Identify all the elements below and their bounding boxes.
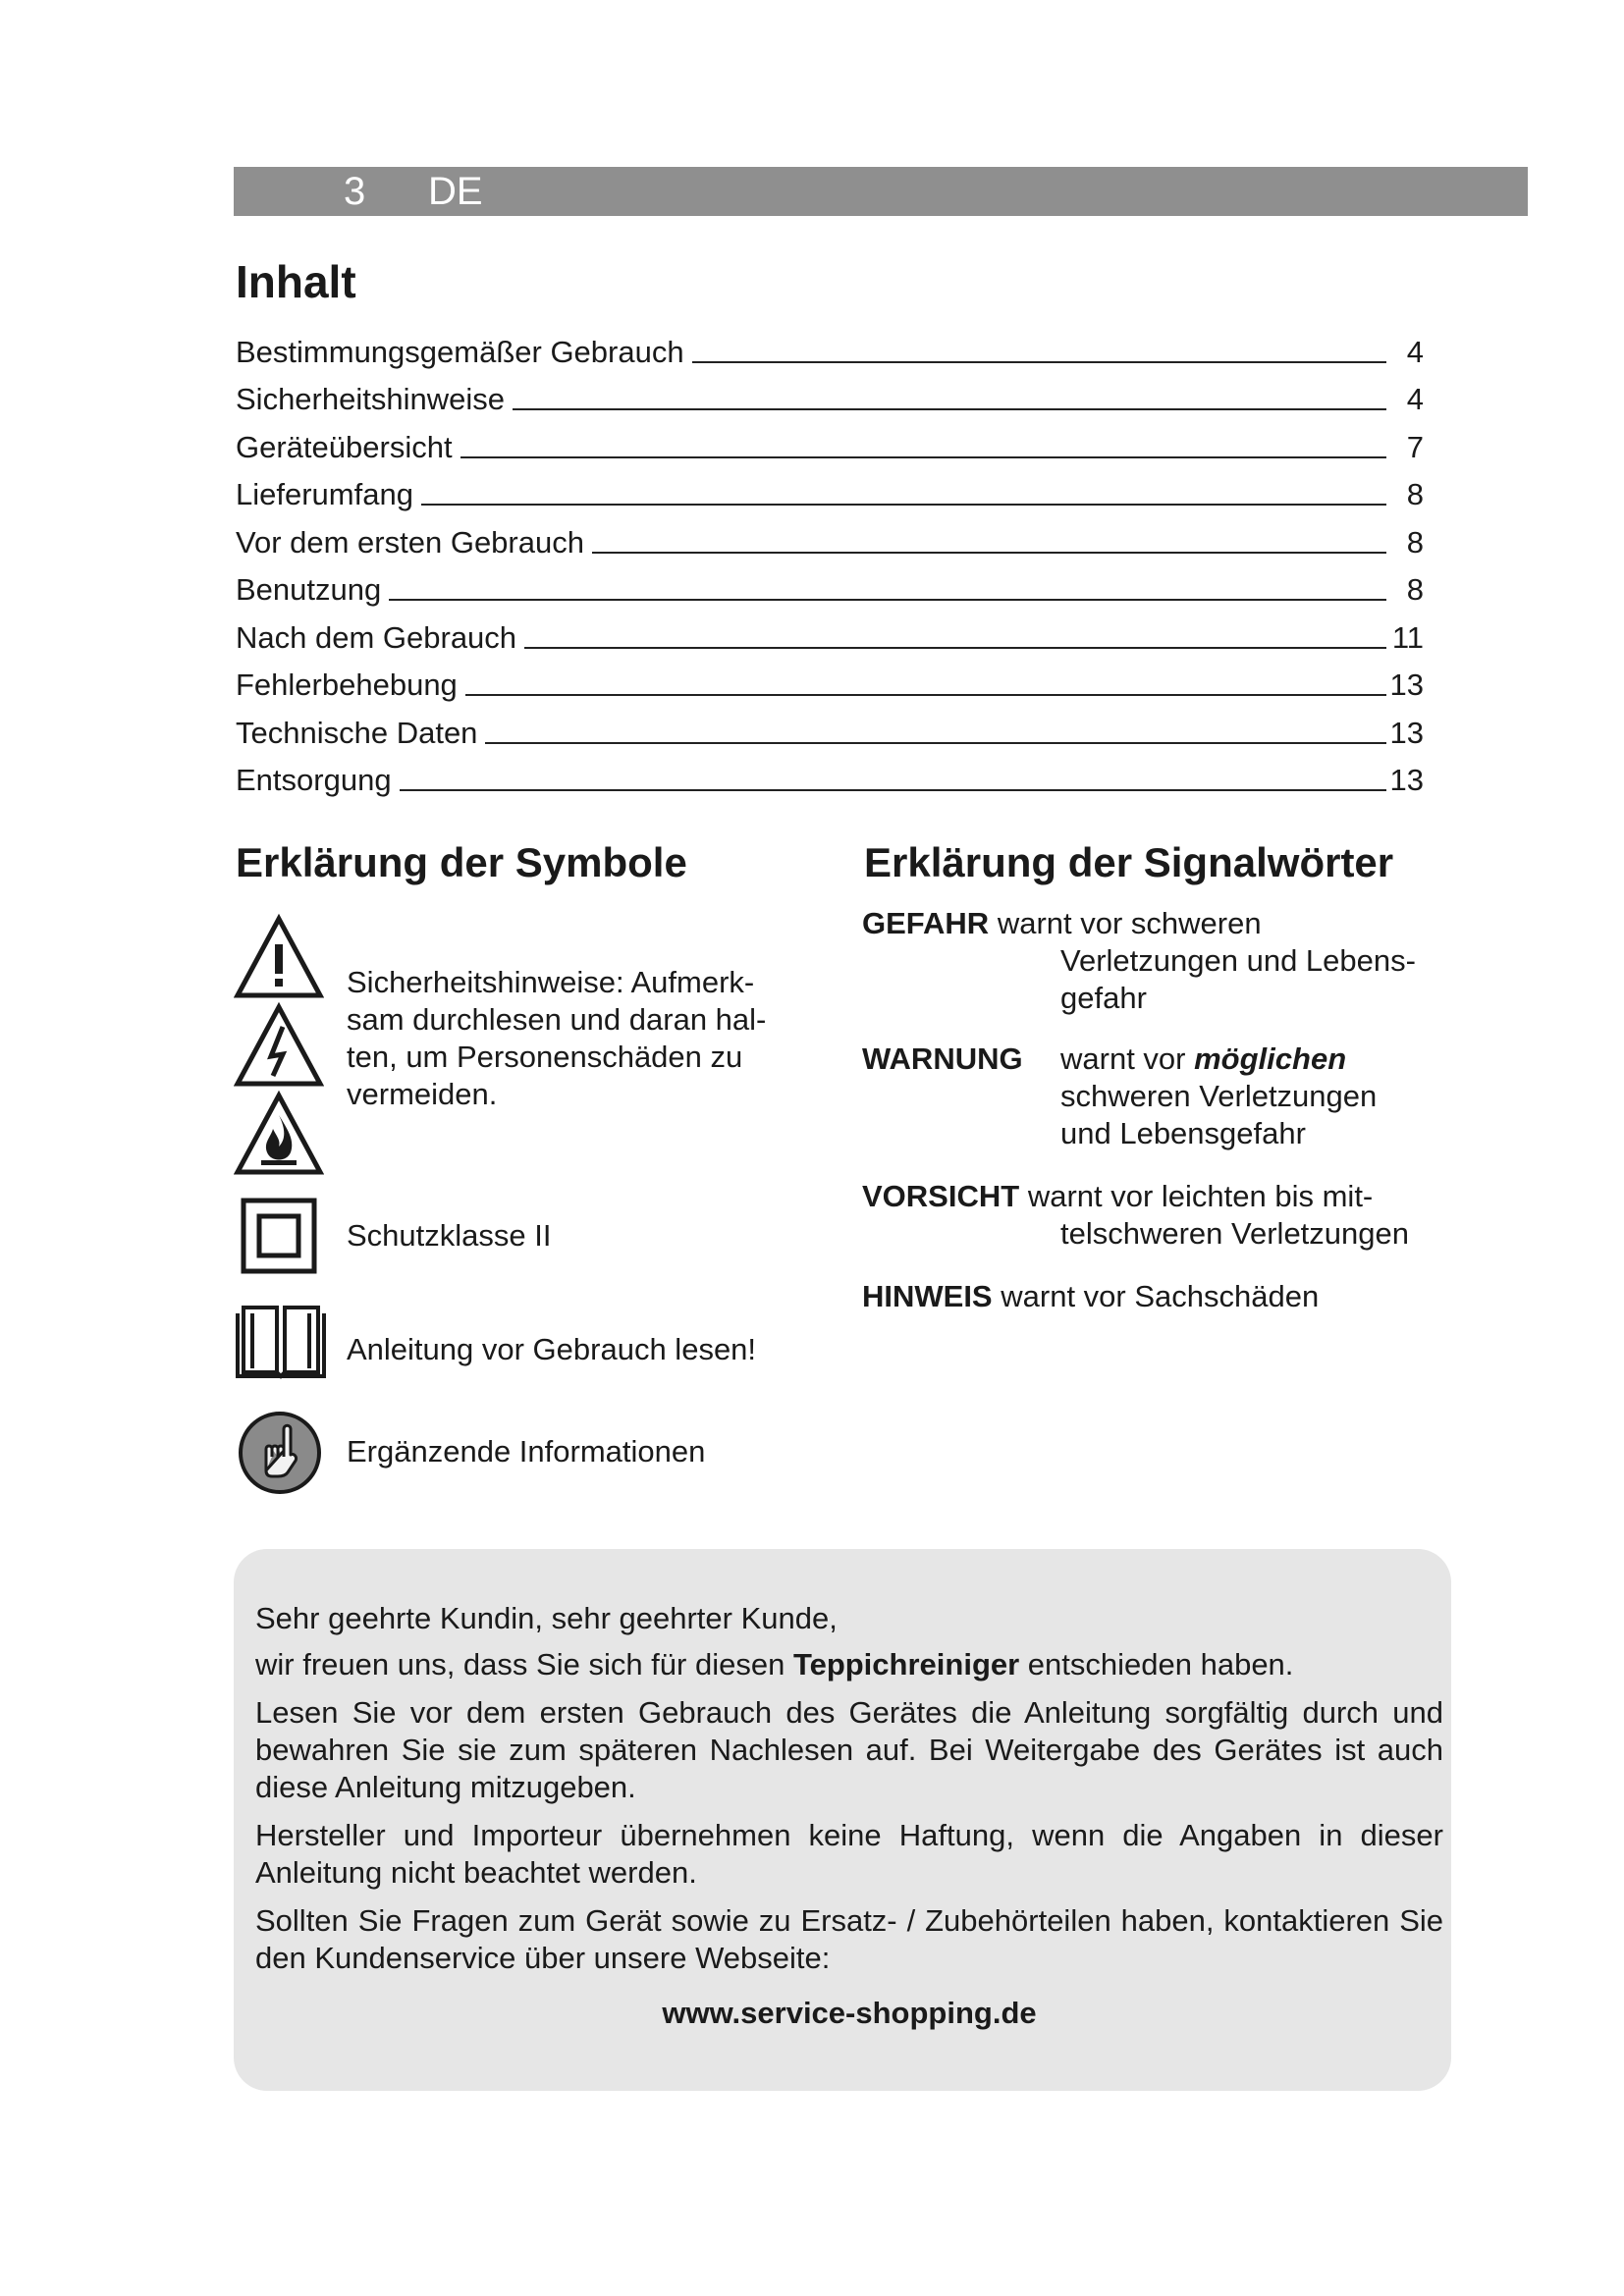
toc-entry[interactable] bbox=[236, 467, 1424, 515]
toc-title: Inhalt bbox=[236, 256, 356, 307]
toc-entry-page: 8 bbox=[1406, 477, 1424, 511]
toc-leader-line bbox=[692, 361, 1386, 363]
service-website-link[interactable]: www.service-shopping.de bbox=[662, 1996, 1037, 2030]
toc-entry-label: Nach dem Gebrauch bbox=[236, 619, 517, 655]
symbol-manual-text: Anleitung vor Gebrauch lesen! bbox=[347, 1332, 757, 1366]
toc-entry-page: 13 bbox=[1389, 763, 1424, 797]
toc-entry-label: Fehlerbehebung bbox=[236, 667, 458, 702]
open-book-icon bbox=[234, 1304, 328, 1382]
toc-entry-page: 7 bbox=[1406, 429, 1424, 464]
toc-leader-line bbox=[485, 742, 1385, 744]
toc-entry-label: Entsorgung bbox=[236, 763, 392, 797]
toc-entry[interactable] bbox=[236, 658, 1424, 706]
toc-entry-page: 13 bbox=[1389, 715, 1424, 750]
symbol-info-text: Ergänzende Informationen bbox=[347, 1434, 706, 1468]
toc-entry[interactable] bbox=[236, 372, 1424, 420]
page-header-bar bbox=[234, 167, 1528, 216]
toc-leader-line bbox=[460, 456, 1386, 458]
toc-entry-label: Vor dem ersten Gebrauch bbox=[236, 524, 584, 560]
warning-triangle-icons bbox=[234, 913, 324, 1178]
toc-leader-line bbox=[465, 694, 1386, 696]
toc-entry[interactable] bbox=[236, 324, 1424, 372]
emphasis-text: möglichen bbox=[1194, 1041, 1347, 1076]
signal-word: WARNUNG bbox=[862, 1041, 1023, 1076]
toc-entry-page: 4 bbox=[1406, 382, 1424, 416]
liability-paragraph: Hersteller und Importeur übernehmen keine Haftung, wenn die Angaben in dieser Anleitung nicht beachtet werden. bbox=[255, 1818, 1443, 1890]
customer-info-text bbox=[255, 1600, 1443, 2043]
signal-words-section-title: Erklärung der Signalwörter bbox=[864, 839, 1394, 885]
toc-entry-page: 8 bbox=[1406, 524, 1424, 560]
toc-entry-page: 13 bbox=[1389, 667, 1424, 702]
toc-leader-line bbox=[513, 408, 1386, 410]
toc-leader-line bbox=[524, 647, 1386, 649]
toc-entry-page: 4 bbox=[1406, 334, 1424, 369]
symbol-protection-class-text: Schutzklasse II bbox=[347, 1218, 552, 1253]
toc-leader-line bbox=[421, 504, 1386, 506]
toc-entry[interactable] bbox=[236, 753, 1424, 801]
toc-entry[interactable] bbox=[236, 562, 1424, 611]
symbol-warning-text: Sicherheitshinweise: Aufmerk- sam durchlesen und daran hal- ten, um Personenschäden zu vermeiden. bbox=[347, 965, 767, 1111]
toc-entry-label: Geräteübersicht bbox=[236, 429, 453, 464]
greeting: Sehr geehrte Kundin, sehr geehrter Kunde, bbox=[255, 1601, 838, 1635]
toc-entry-page: 8 bbox=[1406, 572, 1424, 607]
language-code: DE bbox=[428, 170, 483, 213]
toc-entry-label: Benutzung bbox=[236, 572, 382, 607]
toc-entry[interactable] bbox=[236, 419, 1424, 467]
instructions-paragraph: Lesen Sie vor dem ersten Gebrauch des Gerätes die Anleitung sorgfältig durch und bewahren Sie sie zum späteren Nachlesen auf. Bei Weitergabe des Gerätes ist auch diese Anleitung mitzugeben. bbox=[255, 1695, 1443, 1804]
toc-entry-label: Technische Daten bbox=[236, 715, 478, 750]
signal-word: GEFAHR bbox=[862, 906, 990, 940]
toc-entry-label: Sicherheitshinweise bbox=[236, 382, 505, 416]
signal-word: VORSICHT bbox=[862, 1179, 1020, 1213]
product-name: Teppichreiniger bbox=[792, 1647, 1020, 1682]
page-number: 3 bbox=[344, 170, 366, 213]
signal-word: HINWEIS bbox=[862, 1279, 993, 1313]
service-paragraph: Sollten Sie Fragen zum Gerät sowie zu Ersatz- / Zubehörteilen haben, kontaktieren Sie den Kundenservice über unsere Webseite: bbox=[255, 1903, 1443, 1975]
intro-paragraph: wir freuen uns, dass Sie sich für diesen Teppichreiniger entschieden haben. bbox=[255, 1647, 1294, 1682]
toc-entry[interactable] bbox=[236, 610, 1424, 658]
protection-class-ii-icon bbox=[241, 1198, 317, 1274]
toc-entry-label: Lieferumfang bbox=[236, 477, 413, 511]
toc-leader-line bbox=[400, 789, 1386, 791]
pointing-hand-icon bbox=[237, 1410, 323, 1496]
table-of-contents bbox=[236, 324, 1424, 800]
toc-entry[interactable] bbox=[236, 514, 1424, 562]
symbols-section-title: Erklärung der Symbole bbox=[236, 839, 687, 885]
toc-entry[interactable] bbox=[236, 705, 1424, 753]
toc-leader-line bbox=[592, 552, 1386, 554]
toc-entry-page: 11 bbox=[1391, 619, 1424, 655]
toc-leader-line bbox=[389, 599, 1386, 601]
toc-entry-label: Bestimmungsgemäßer Gebrauch bbox=[236, 334, 684, 369]
